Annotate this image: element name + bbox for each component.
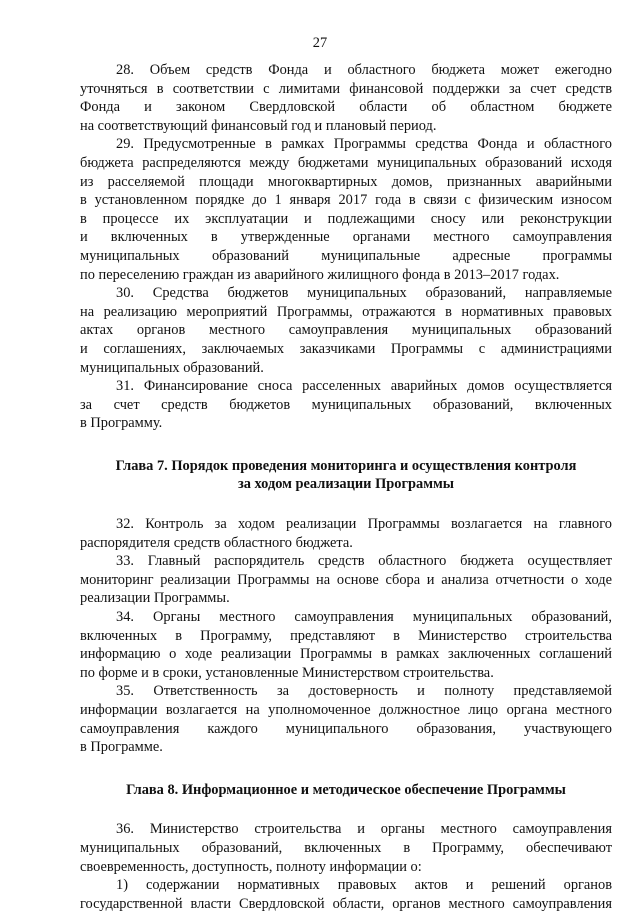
paragraph (80, 682, 612, 756)
text-line: по переселению граждан из аварийного жилищного фонда в 2013–2017 годах. (80, 266, 560, 283)
text-line: на реализацию мероприятий Программы, отражаются в нормативных правовых (80, 303, 612, 320)
text-line: 36. Министерство строительства и органы местного самоуправления (116, 821, 612, 838)
text-line: за счет средств бюджетов муниципальных образований, включенных (80, 396, 612, 413)
paragraph (80, 284, 612, 377)
chapter-heading (80, 457, 612, 494)
paragraph (80, 61, 612, 135)
text-line: Глава 7. Порядок проведения мониторинга и осуществления контроля (115, 457, 577, 474)
spacer (80, 494, 612, 515)
text-line: актах органов местного самоуправления муниципальных образований (80, 322, 612, 339)
paragraph (80, 515, 612, 552)
text-line: включенных в Программу, представляют в Министерство строительства (80, 627, 612, 644)
spacer (80, 799, 612, 820)
text-line: за ходом реализации Программы (237, 476, 455, 493)
text-line: 35. Ответственность за достоверность и полноту представляемой (116, 683, 612, 700)
text-line: муниципальных образований муниципальные адресные программы (80, 247, 612, 264)
text-line: муниципальных образований, включенных в Программу, обеспечивают (80, 839, 612, 856)
page-number: 27 (312, 35, 328, 51)
text-line: в процессе их эксплуатации и подлежащими сносу или реконструкции (80, 210, 612, 227)
paragraph (80, 552, 612, 608)
text-line: уточняться в соответствии с лимитами финансовой поддержки за счет средств (80, 80, 612, 97)
text-line: муниципальных образований. (80, 359, 264, 376)
text-line: в Программу. (80, 415, 163, 432)
text-line: в установленном порядке до 1 января 2017 года в связи с физическим износом (80, 192, 612, 209)
document-body (80, 61, 612, 913)
paragraph (80, 608, 612, 682)
text-line: 1) содержании нормативных правовых актов и решений органов (116, 877, 612, 894)
spacer (80, 757, 612, 781)
text-line: по форме и в сроки, установленные Министерством строительства. (80, 664, 494, 681)
text-line: распорядителя средств областного бюджета. (80, 534, 353, 551)
text-line: бюджета распределяются между бюджетами муниципальных образований исходя (80, 154, 612, 171)
text-line: мониторинг реализации Программы на основе сбора и анализа отчетности о ходе (80, 571, 612, 588)
paragraph (80, 377, 612, 433)
paragraph (80, 820, 612, 876)
text-line: информацию о ходе реализации Программы в рамках заключенных соглашений (80, 646, 612, 663)
text-line: самоуправления каждого муниципального образования, участвующего (80, 720, 612, 737)
text-line: реализации Программы. (80, 590, 230, 607)
text-line: на соответствующий финансовый год и плановый период. (80, 117, 437, 134)
text-line: Глава 8. Информационное и методическое обеспечение Программы (126, 781, 566, 798)
text-line: 33. Главный распорядитель средств областного бюджета осуществляет (116, 553, 612, 570)
text-line: 32. Контроль за ходом реализации Программы возлагается на главного (116, 516, 612, 533)
text-line: 34. Органы местного самоуправления муниципальных образований, (116, 609, 612, 626)
text-line: своевременность, доступность, полноту информации о: (80, 858, 422, 875)
text-line: и включенных в утвержденные органами местного самоуправления (80, 229, 612, 246)
text-line: 28. Объем средств Фонда и областного бюджета может ежегодно (116, 62, 612, 78)
text-line: в Программе. (80, 739, 163, 756)
paragraph (80, 135, 612, 284)
text-line: и соглашениях, заключаемых заказчиками Программы с администрациями (80, 340, 612, 357)
text-line: 30. Средства бюджетов муниципальных образований, направляемые (116, 285, 612, 302)
text-line: информации возлагается на уполномоченное должностное лицо органа местного (80, 702, 612, 718)
text-line: 29. Предусмотренные в рамках Программы средства Фонда и областного (116, 136, 612, 153)
chapter-heading (80, 781, 612, 800)
spacer (80, 433, 612, 457)
paragraph (80, 876, 612, 913)
text-line: из расселяемой площади многоквартирных домов, признанных аварийными (80, 173, 612, 190)
text-line: государственной власти Свердловской области, органов местного самоуправления (80, 895, 612, 912)
text-line: 31. Финансирование сноса расселенных аварийных домов осуществляется (116, 378, 612, 395)
text-line: Фонда и законом Свердловской области об областном бюджете (80, 99, 612, 116)
